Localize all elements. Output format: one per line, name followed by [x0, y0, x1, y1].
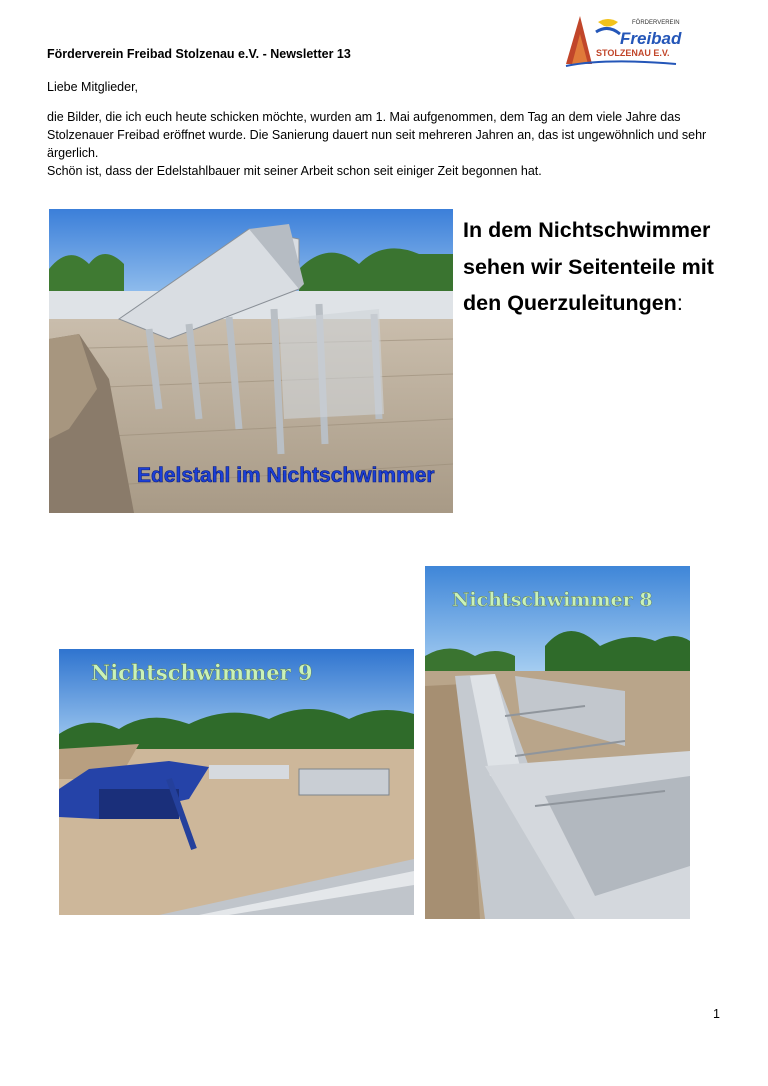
photo-nichtschwimmer-8	[425, 566, 690, 919]
newsletter-title: Förderverein Freibad Stolzenau e.V. - Newsletter 13	[47, 47, 351, 61]
section-heading-colon: :	[676, 291, 683, 315]
svg-text:Freibad: Freibad	[620, 29, 682, 48]
photo-caption-nichtschwimmer-9: Nichtschwimmer 9	[91, 660, 313, 685]
svg-text:FÖRDERVEREIN: FÖRDERVEREIN	[632, 20, 680, 26]
photo-caption-edelstahl: Edelstahl im Nichtschwimmer	[137, 464, 435, 487]
section-heading-text: In dem Nichtschwimmer sehen wir Seitenteile mit den Querzuleitungen	[463, 218, 714, 315]
intro-text	[47, 108, 727, 180]
intro-paragraph: die Bilder, die ich euch heute schicken möchte, wurden am 1. Mai aufgenommen, dem Tag an dem viele Jahre das Stolzenauer Freibad eröffnet wurde. Die Sanierung dauert nun seit mehreren Jahren an, das ist ungewöhnlich und sehr ärgerlich.	[47, 110, 707, 160]
club-logo	[562, 12, 692, 70]
photo-nichtschwimmer-9	[59, 649, 414, 915]
page-number: 1	[713, 1007, 720, 1021]
intro-paragraph: Schön ist, dass der Edelstahlbauer mit seiner Arbeit schon seit einiger Zeit begonnen hat.	[47, 164, 542, 178]
greeting: Liebe Mitglieder,	[47, 80, 139, 94]
section-heading	[463, 212, 753, 322]
svg-text:STOLZENAU E.V.: STOLZENAU E.V.	[596, 48, 670, 58]
photo-edelstahl	[49, 209, 453, 513]
photo-caption-nichtschwimmer-8: Nichtschwimmer 8	[452, 589, 653, 611]
